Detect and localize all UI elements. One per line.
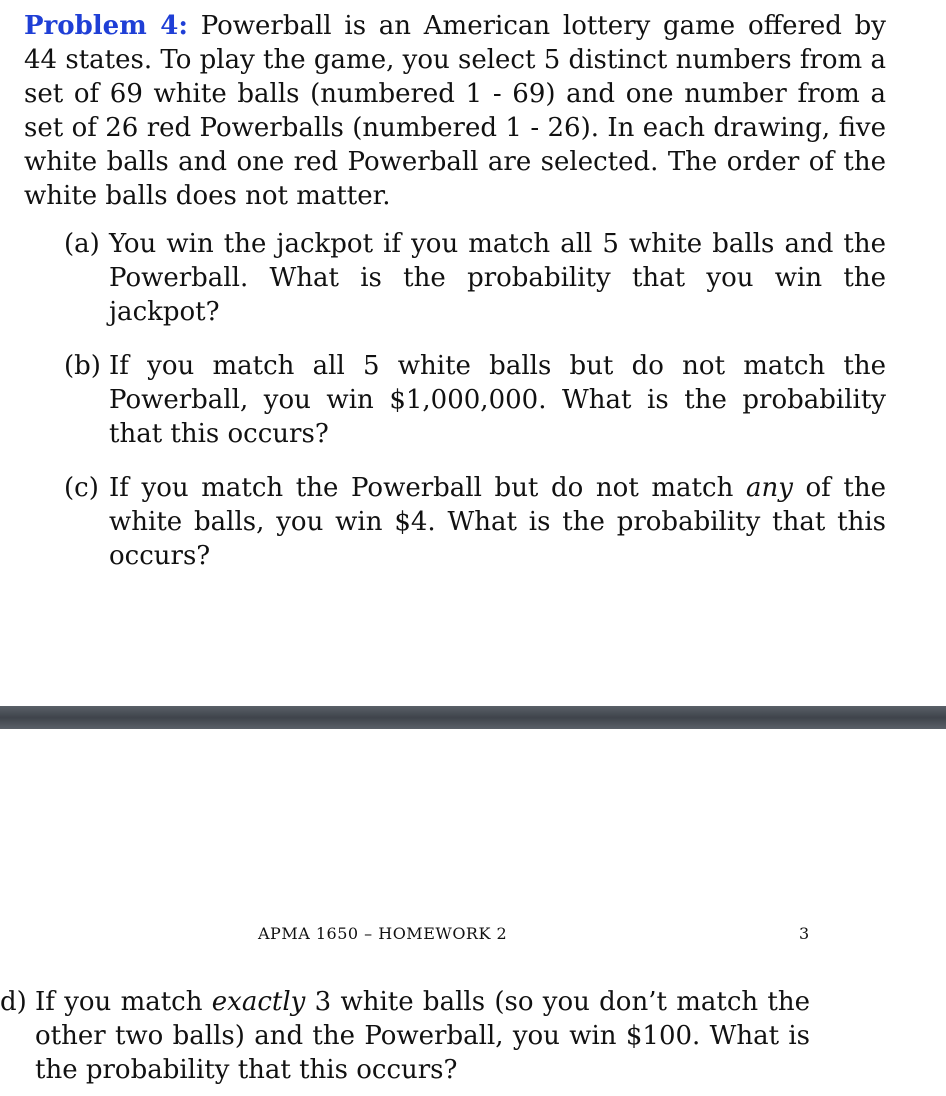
problem-intro: Powerball is an American lottery game offered by 44 states. To play the game, you select 5 distinct numbers from a set of 69 white balls (numbered 1 - 69) and one number from a set of 26 red Powerballs (numbered 1 - 26). In each drawing, five white balls and one red Powerball are selected. The order of the white balls does not matter. bbox=[24, 11, 886, 211]
part-c-text-before: If you match the Powerball but do not match bbox=[109, 473, 746, 503]
part-d-text-after: 3 white balls (so you don’t match the other two balls) and the Powerball, you win $100. What is the probability that this occurs? bbox=[35, 987, 810, 1085]
part-b-text: If you match all 5 white balls but do not match the Powerball, you win $1,000,000. What is the probability that this occurs? bbox=[109, 351, 886, 449]
problem-parts bbox=[64, 227, 886, 593]
part-d-text-before: If you match bbox=[35, 987, 212, 1017]
part-c-marker: (c) bbox=[64, 473, 99, 503]
part-a bbox=[64, 227, 886, 329]
page-separator bbox=[0, 706, 946, 729]
part-d-emphasis: exactly bbox=[211, 987, 306, 1017]
running-head: APMA 1650 – HOMEWORK 2 bbox=[258, 924, 508, 943]
page-number: 3 bbox=[799, 924, 810, 943]
part-c-emphasis: any bbox=[745, 473, 793, 503]
part-d bbox=[0, 985, 810, 1087]
part-b bbox=[64, 349, 886, 451]
part-b-marker: (b) bbox=[64, 351, 101, 381]
part-c bbox=[64, 471, 886, 573]
problem-label: Problem 4: bbox=[24, 11, 188, 41]
part-d-marker: d) bbox=[0, 987, 27, 1017]
part-a-text: You win the jackpot if you match all 5 white balls and the Powerball. What is the probability that you win the jackpot? bbox=[109, 229, 886, 327]
problem-statement bbox=[24, 9, 886, 213]
part-c-text-after: of the white balls, you win $4. What is the probability that this occurs? bbox=[109, 473, 887, 571]
part-a-marker: (a) bbox=[64, 229, 100, 259]
